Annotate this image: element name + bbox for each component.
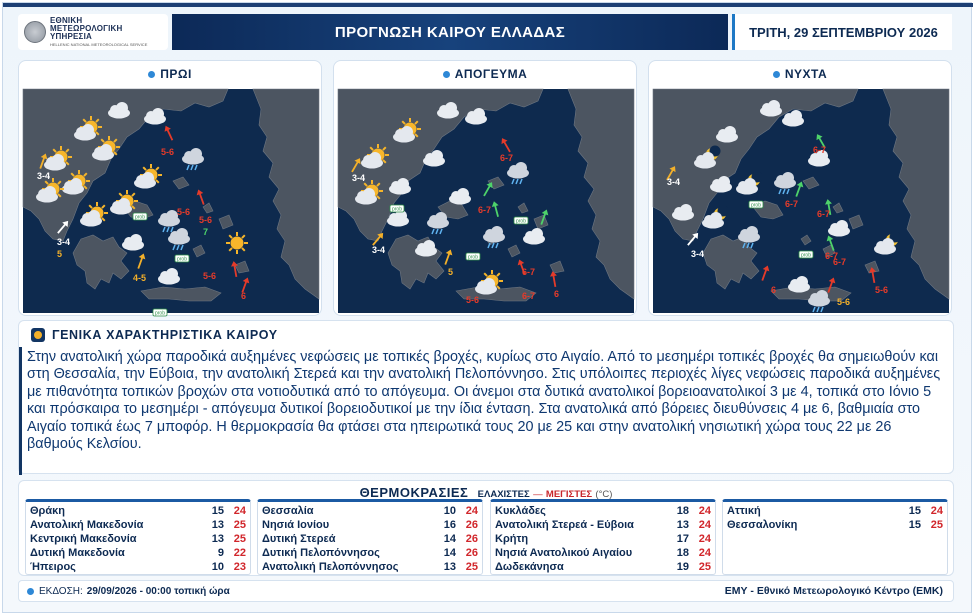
temperature-row — [262, 560, 478, 574]
region-name: Θεσσαλία — [262, 505, 314, 517]
wind-force-label: 3-4 — [691, 249, 705, 259]
agency-name: ΕΜΥ - Εθνικό Μετεωρολογικό Κέντρο (ΕΜΚ) — [724, 585, 943, 597]
prob-badge — [466, 253, 480, 261]
panel-night — [648, 60, 952, 316]
max-temp: 25 — [930, 519, 943, 531]
region-name: Κυκλάδες — [495, 505, 546, 517]
max-temp: 24 — [698, 505, 711, 517]
temperature-row — [495, 504, 711, 518]
sun-icon — [226, 232, 248, 254]
logo-text — [50, 17, 147, 47]
wind-force-label: 6-7 — [825, 251, 839, 261]
map-night — [653, 89, 949, 313]
max-temp: 24 — [698, 519, 711, 531]
region-name: Ανατολική Πελοπόννησος — [262, 561, 399, 573]
wind-force-label: 5-6 — [161, 147, 175, 157]
region-name: Νησιά Ιονίου — [262, 519, 330, 531]
min-temp: 17 — [676, 533, 689, 545]
svg-text:prob: prob — [800, 252, 812, 259]
region-name: Δυτική Πελοπόννησος — [262, 547, 380, 559]
min-temp: 19 — [676, 561, 689, 573]
svg-text:prob: prob — [154, 310, 166, 317]
wind-force-label: 5-6 — [466, 295, 480, 305]
region-name: Ανατολική Μακεδονία — [30, 519, 144, 531]
min-temp: 13 — [443, 561, 456, 573]
wind-force-label: 4-5 — [133, 273, 147, 283]
wind-force-label: 3-4 — [352, 173, 366, 183]
svg-text:prob: prob — [515, 218, 527, 225]
prob-badge — [175, 255, 189, 263]
min-temp: 10 — [211, 561, 224, 573]
panel-title-afternoon — [334, 67, 636, 81]
min-temp: 10 — [443, 505, 456, 517]
min-temp: 9 — [217, 547, 224, 559]
wind-force-label: 5 — [448, 267, 454, 277]
temperature-column — [25, 499, 251, 575]
wind-force-label: 6-7 — [817, 209, 831, 219]
wind-force-label: 3-4 — [372, 245, 386, 255]
max-temp: 24 — [930, 505, 943, 517]
bullet-icon — [27, 588, 34, 595]
prob-badge — [749, 201, 763, 209]
wind-force-label: 5-6 — [875, 285, 889, 295]
region-name: Θράκη — [30, 505, 65, 517]
wind-force-label: 6-7 — [478, 205, 492, 215]
wind-force-label: 6-7 — [813, 145, 827, 155]
temperature-row — [262, 546, 478, 560]
region-name: Ήπειρος — [30, 561, 76, 573]
unit-legend: (°C) — [595, 489, 613, 500]
map-afternoon — [338, 89, 634, 313]
wind-force-label: 6-7 — [785, 199, 799, 209]
legend-dash: — — [533, 489, 543, 500]
min-temp: 16 — [443, 519, 456, 531]
page-title: ΠΡΟΓΝΩΣΗ ΚΑΙΡΟΥ ΕΛΛΑΔΑΣ — [172, 14, 728, 50]
temperature-row — [495, 532, 711, 546]
temperature-row — [30, 518, 246, 532]
wind-force-label: 6-7 — [500, 153, 514, 163]
max-temp: 24 — [698, 533, 711, 545]
footer — [18, 580, 954, 602]
temperature-row — [262, 518, 478, 532]
region-name: Νησιά Ανατολικού Αιγαίου — [495, 547, 633, 559]
logo-line3: ΥΠΗΡΕΣΙΑ — [50, 32, 92, 41]
max-temp: 26 — [465, 519, 478, 531]
temperature-column — [722, 499, 948, 575]
region-name: Δυτική Μακεδονία — [30, 547, 125, 559]
svg-text:prob: prob — [391, 206, 403, 213]
temperature-row — [262, 532, 478, 546]
bullet-icon — [443, 71, 450, 78]
wind-force-label: 5-6 — [199, 215, 213, 225]
prob-badge — [514, 217, 528, 225]
wind-force-label: 5 — [57, 249, 63, 259]
bullet-icon — [148, 71, 155, 78]
accent-bar — [19, 347, 22, 475]
min-temp: 18 — [676, 505, 689, 517]
min-temp: 14 — [443, 547, 456, 559]
panel-morning — [18, 60, 322, 316]
bullet-icon — [773, 71, 780, 78]
panel-label: ΑΠΟΓΕΥΜΑ — [454, 67, 528, 81]
emy-logo — [18, 14, 168, 50]
max-temp: 22 — [233, 547, 246, 559]
prob-badge — [133, 213, 147, 221]
max-temp: 24 — [465, 505, 478, 517]
temperature-row — [495, 518, 711, 532]
temperature-row — [495, 560, 711, 574]
max-temp: 26 — [465, 533, 478, 545]
wind-force-label: 6 — [241, 291, 247, 301]
max-temp: 23 — [233, 561, 246, 573]
wind-force-label: 5-6 — [837, 297, 851, 307]
temperature-row — [262, 504, 478, 518]
forecast-date: ΤΡΙΤΗ, 29 ΣΕΠΤΕΜΒΡΙΟΥ 2026 — [732, 14, 952, 50]
min-temp: 13 — [211, 533, 224, 545]
wind-force-label: 5-6 — [203, 271, 217, 281]
max-temp: 24 — [698, 547, 711, 559]
min-temp: 15 — [211, 505, 224, 517]
wind-force-label: 7 — [203, 227, 209, 237]
max-temp: 24 — [233, 505, 246, 517]
temperatures-section — [18, 480, 954, 576]
max-legend: ΜΕΓΙΣΤΕΣ — [545, 489, 593, 500]
region-name: Αττική — [727, 505, 761, 517]
wind-force-label: 6-7 — [522, 291, 536, 301]
logo-line1: ΕΘΝΙΚΗ — [50, 16, 83, 25]
panel-label: ΠΡΩΙ — [160, 67, 192, 81]
panel-label: ΝΥΧΤΑ — [784, 67, 828, 81]
temperatures-title — [19, 485, 953, 500]
min-temp: 13 — [211, 519, 224, 531]
wind-force-label: 3-4 — [37, 171, 51, 181]
panel-afternoon — [333, 60, 637, 316]
panel-title-morning — [19, 67, 321, 81]
region-name: Δυτική Στερεά — [262, 533, 336, 545]
region-name: Δωδεκάνησα — [495, 561, 564, 573]
region-name: Ανατολική Στερεά - Εύβοια — [495, 519, 634, 531]
svg-text:prob: prob — [750, 202, 762, 209]
svg-text:prob: prob — [134, 214, 146, 221]
min-legend: ΕΛΑΧΙΣΤΕΣ — [477, 489, 530, 500]
issue-value: 29/09/2026 - 00:00 τοπική ώρα — [86, 585, 230, 597]
temperature-column — [257, 499, 483, 575]
wind-force-label: 6-7 — [522, 267, 536, 277]
wind-force-label: 5-6 — [177, 207, 191, 217]
top-strip — [3, 3, 973, 7]
seal-icon — [24, 21, 46, 43]
temperature-row — [30, 560, 246, 574]
logo-subtitle: HELLENIC NATIONAL METEOROLOGICAL SERVICE — [50, 42, 148, 47]
temperature-row — [30, 532, 246, 546]
temperature-row — [727, 504, 943, 518]
temperature-row — [30, 546, 246, 560]
wind-force-label: 6 — [771, 285, 777, 295]
min-temp: 18 — [676, 547, 689, 559]
issue-label: ΕΚΔΟΣΗ: — [39, 585, 83, 597]
prob-badge — [153, 309, 167, 317]
map-morning — [23, 89, 319, 317]
min-temp: 15 — [908, 519, 921, 531]
general-text: Στην ανατολική χώρα παροδικά αυξημένες νεφώσεις με τοπικές βροχές, κυρίως στο Αιγαίο. Από το μεσημέρι τοπικές βροχές θα σημειωθούν και στη Θεσσαλία, την Εύβοια, την ανατολική Στερεά και την ανατολική Πελοπόννησο. Στις υπόλοιπες περιοχές λίγες νεφώσεις παροδικά αυξημένες με πιθανότητα τοπικών βροχών στα νοτιοδυτικά από το απόγευμα. Οι άνεμοι στα δυτικά ανατολικοί βορειοανατολικοί 3 με 4, τοπικά στο Ιόνιο 5 και πρόσκαιρα το μεσημέρι - απόγευμα δυτικοί βορειοδυτικοί με την ίδια ένταση. Στα ανατολικά από βόρειες διευθύνσεις 4 με 6, βαθμιαία στο Αιγαίο τοπικά έως 7 μποφόρ. Η θερμοκρασία θα φτάσει στα ηπειρωτικά τους 20 με 25 και στην ανατολική νησιωτική χώρα τους 22 με 26 βαθμούς Κελσίου. — [27, 349, 941, 453]
region-name: Κεντρική Μακεδονία — [30, 533, 137, 545]
panel-title-night — [649, 67, 951, 81]
svg-text:prob: prob — [467, 254, 479, 261]
region-name: Θεσσαλονίκη — [727, 519, 798, 531]
max-temp: 25 — [233, 533, 246, 545]
weather-icon — [31, 328, 45, 342]
min-temp: 13 — [676, 519, 689, 531]
prob-badge — [799, 251, 813, 259]
prob-badge — [390, 205, 404, 213]
wind-force-label: 3-4 — [57, 237, 71, 247]
max-temp: 25 — [233, 519, 246, 531]
temperature-row — [495, 546, 711, 560]
min-temp: 15 — [908, 505, 921, 517]
general-header — [31, 325, 278, 345]
max-temp: 25 — [465, 561, 478, 573]
wind-force-label: 6 — [554, 289, 560, 299]
general-heading: ΓΕΝΙΚΑ ΧΑΡΑΚΤΗΡΙΣΤΙΚΑ ΚΑΙΡΟΥ — [52, 328, 278, 342]
temperature-row — [30, 504, 246, 518]
temperatures-heading: ΘΕΡΜΟΚΡΑΣΙΕΣ — [359, 485, 469, 500]
min-temp: 14 — [443, 533, 456, 545]
region-name: Κρήτη — [495, 533, 529, 545]
wind-force-label: 6-7 — [833, 257, 847, 267]
svg-text:prob: prob — [176, 256, 188, 263]
temperature-row — [727, 518, 943, 532]
max-temp: 25 — [698, 561, 711, 573]
logo-line2: ΜΕΤΕΩΡΟΛΟΓΙΚΗ — [50, 24, 123, 33]
general-section — [18, 320, 954, 474]
land-area — [141, 287, 221, 301]
max-temp: 26 — [465, 547, 478, 559]
temperature-column — [490, 499, 716, 575]
wind-force-label: 3-4 — [667, 177, 681, 187]
